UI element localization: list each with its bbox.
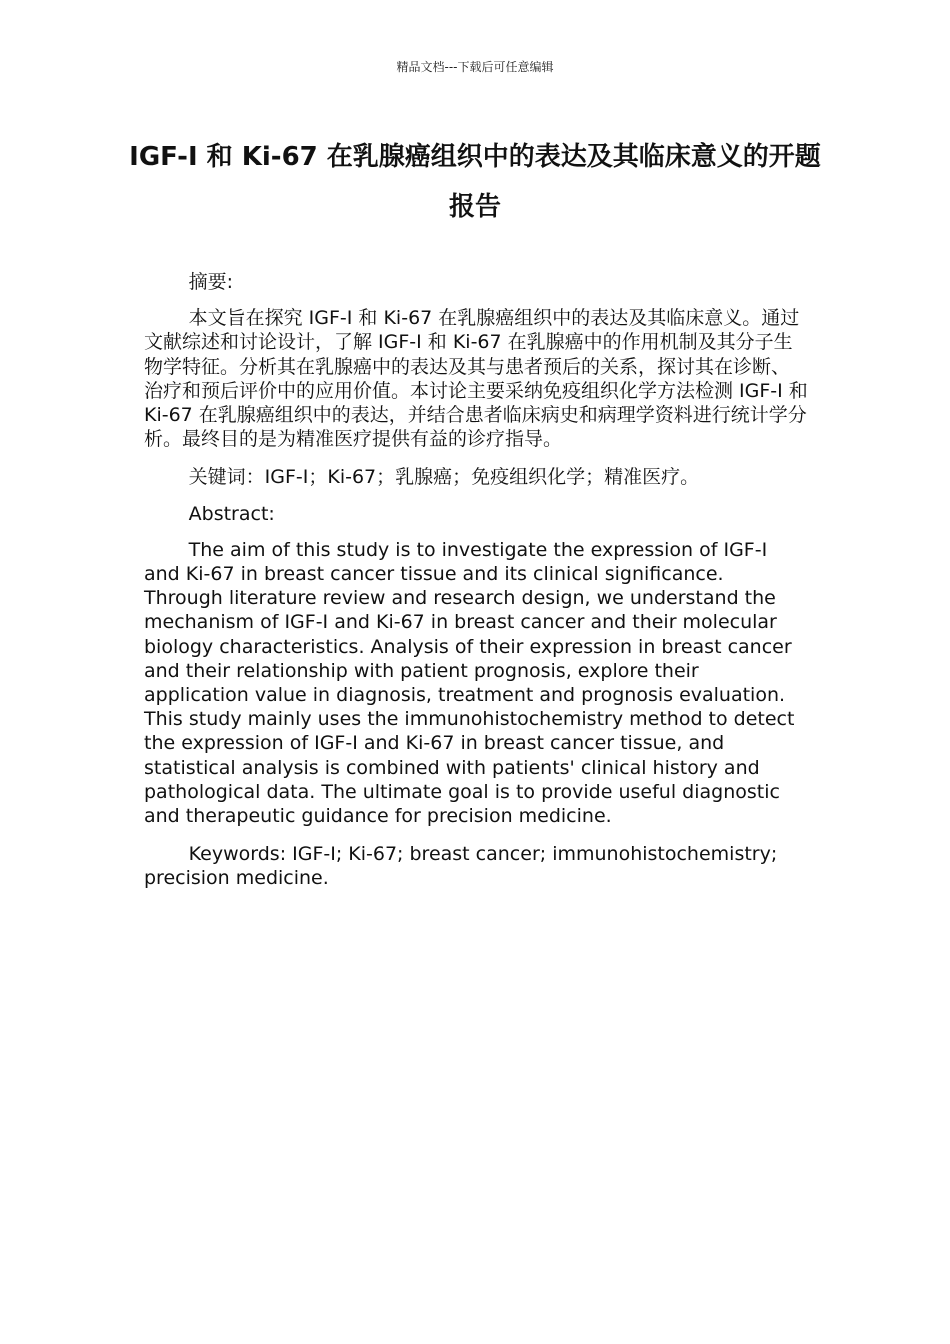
- abstract-cn-label: 摘要:: [188, 271, 234, 293]
- abstract-cn-text: 本文旨在探究 IGF-I 和 Ki-67 在乳腺癌组织中的表达及其临床意义。通过文献综述和讨论设计，了解 IGF-I 和 Ki-67 在乳腺癌中的作用机制及其分子生物学特征。分析其在乳腺癌中的表达及其与患者预后的关系，探讨其在诊断、治疗和预后评价中的应用价值。本讨论主要采纳免疫组织化学方法检测 IGF-I 和 Ki-67 在乳腺癌组织中的表达，并结合患者临床病史和病理学资料进行统计学分析。最终目的是为精准医疗提供有益的诊疗指导。: [144, 307, 808, 451]
- abstract-en-label: Abstract:: [188, 502, 275, 525]
- document-body: [144, 270, 808, 905]
- page-title: IGF-I 和 Ki-67 在乳腺癌组织中的表达及其临床意义的开题报告: [129, 142, 821, 222]
- abstract-en-text: The aim of this study is to investigate the expression of IGF-I and Ki-67 in breast cancer tissue and its clinical significance. Through literature review and research design, we understand the mechanism of IGF-I and Ki-67 in breast cancer and their molecular biology characteristics. Analysis of their expression in breast cancer and their relationship with patient prognosis, explore their application value in diagnosis, treatment and prognosis evaluation. This study mainly uses the immunohistochemistry method to detect the expression of IGF-I and Ki-67 in breast cancer tissue, and statistical analysis is combined with patients' clinical history and pathological data. The ultimate goal is to provide useful diagnostic and therapeutic guidance for precision medicine.: [144, 538, 795, 828]
- keywords-en: Keywords: IGF-I; Ki-67; breast cancer; immunohistochemistry; precision medicine.: [144, 843, 778, 890]
- keywords-cn: 关键词：IGF-I；Ki-67；乳腺癌；免疫组织化学；精准医疗。: [188, 466, 700, 489]
- header-note: 精品文档---下载后可任意编辑: [396, 60, 554, 74]
